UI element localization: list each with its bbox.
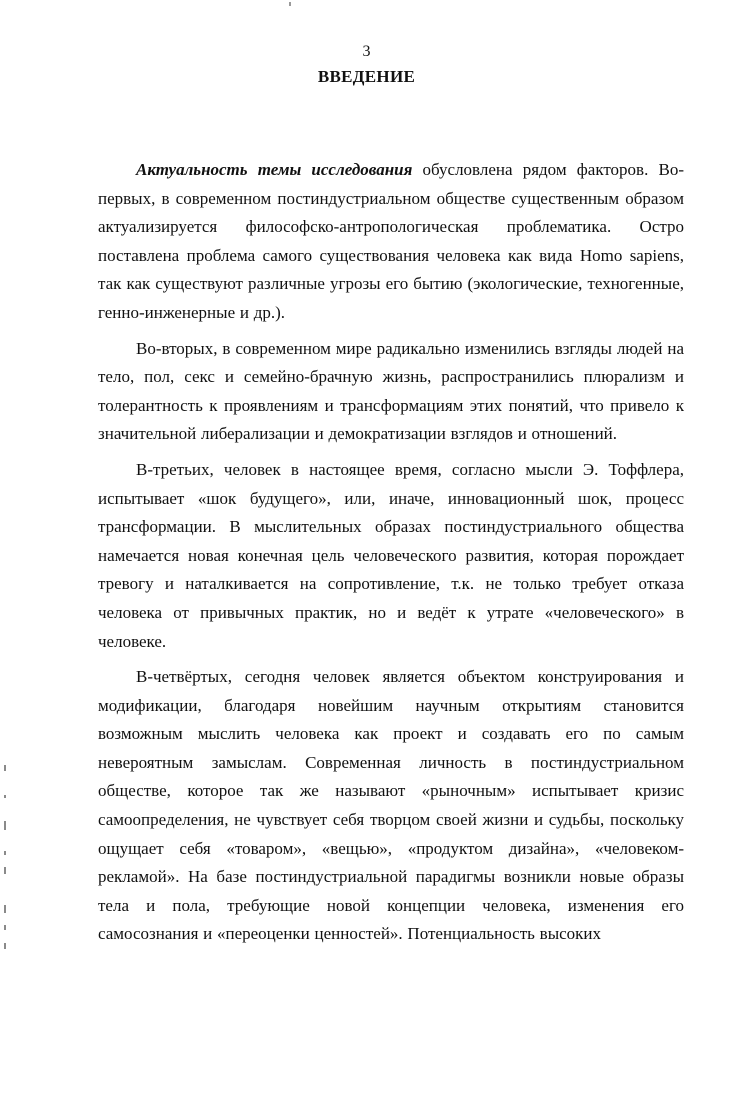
relevance-lead-phrase: Актуальность темы исследования bbox=[136, 160, 413, 179]
paragraph-relevance bbox=[98, 156, 684, 328]
section-title: ВВЕДЕНИЕ bbox=[317, 67, 416, 86]
scan-margin-marks bbox=[0, 755, 12, 955]
scan-mark bbox=[4, 765, 6, 771]
scan-mark bbox=[4, 905, 6, 913]
paragraph-third: В-третьих, человек в настоящее время, согласно мысли Э. Тоффлера, испытывает «шок будущего», или, иначе, инновационный шок, процесс трансформации. В мыслительных образах постиндустриального общества намечается новая конечная цель человеческого развития, которая порождает тревогу и наталкивается на сопротивление, т.к. не только требует отказа человека от привычных практик, но и ведёт к утрате «человеческого» в человеке. bbox=[98, 459, 684, 651]
scan-mark bbox=[4, 821, 6, 830]
scan-mark bbox=[4, 867, 6, 874]
scan-mark bbox=[4, 943, 6, 949]
page-number: 3 bbox=[362, 43, 371, 60]
paragraph-fourth: В-четвёртых, сегодня человек является объектом конструирования и модификации, благодаря новейшим научным открытиям становится возможным мыслить человека как проект и создавать его по самым невероятным замыслам. Современная личность в постиндустриальном обществе, которое так же называют «рыночным» испытывает кризис самоопределения, не чувствует себя творцом своей жизни и судьбы, поскольку ощущает себя «товаром», «вещью», «продуктом дизайна», «человеком-рекламой». На базе постиндустриальной парадигмы возникли новые образы тела и пола, требующие новой концепции человека, изменения его самосознания и «переоценки ценностей». Потенциальность высоких bbox=[98, 667, 684, 944]
paragraph-second: Во-вторых, в современном мире радикально изменились взгляды людей на тело, пол, секс и семейно-брачную жизнь, распространились плюрализм и толерантность к проявлениям и трансформациям этих понятий, что привело к значительной либерализации и демократизации взглядов и отношений. bbox=[98, 338, 684, 444]
body-text bbox=[98, 156, 684, 956]
scan-mark bbox=[4, 795, 6, 798]
relevance-text: обусловлена рядом факторов. Во-первых, в современном постиндустриальном обществе существенным образом актуализируется философско-антропологическая проблематика. Остро поставлена проблема самого существования человека как вида Homo sapiens, так как существуют различные угрозы его бытию (экологические, техногенные, генно-инженерные и др.). bbox=[98, 160, 684, 322]
scan-mark bbox=[4, 925, 6, 930]
scan-mark bbox=[4, 851, 6, 855]
scan-artifact bbox=[289, 2, 291, 6]
